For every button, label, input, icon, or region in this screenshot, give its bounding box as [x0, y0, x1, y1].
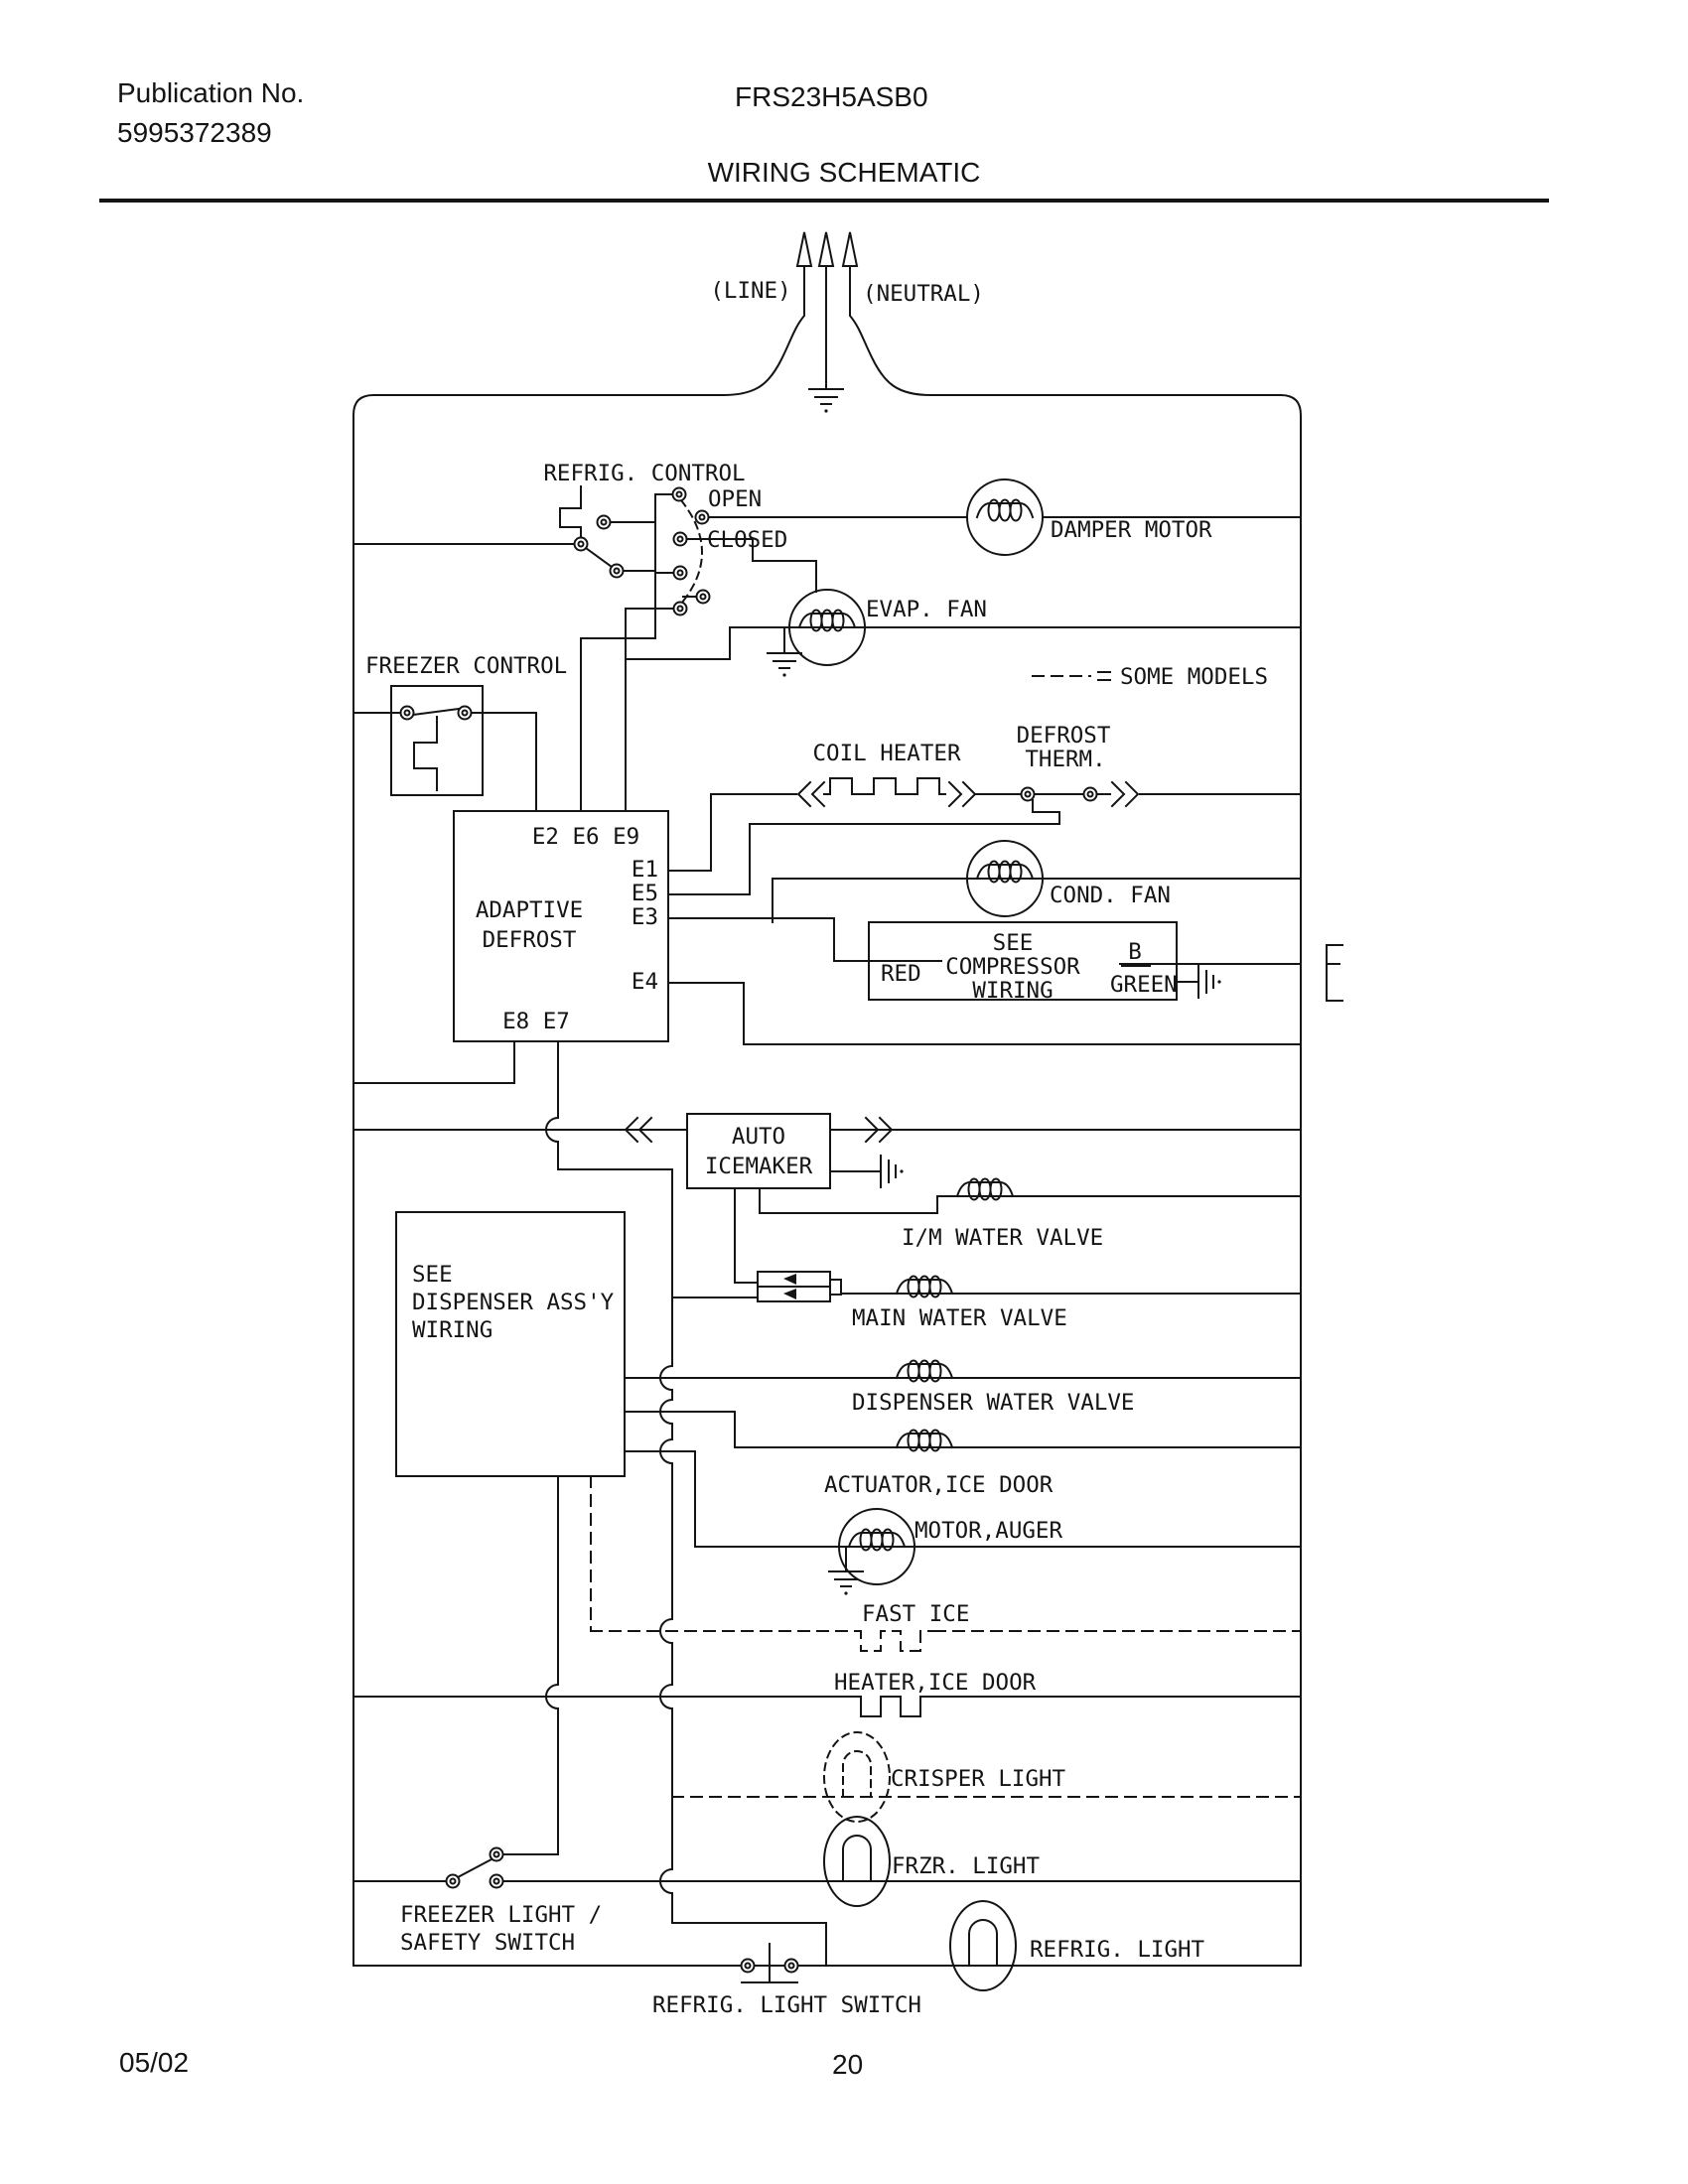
- freezer-light-safety-switch: [353, 1476, 1301, 1888]
- refrig-light-symbol: [950, 1901, 1016, 1990]
- ground-icon: [1198, 966, 1221, 998]
- footer-page-number: 20: [832, 2049, 864, 2080]
- label-freezer-light-1: FREEZER LIGHT /: [400, 1902, 603, 1928]
- ground-arrow-icon: [819, 232, 833, 266]
- diode-pack: [672, 1272, 841, 1301]
- label-dispenser-see: SEE: [412, 1262, 453, 1288]
- label-cond-fan: COND. FAN: [1050, 883, 1171, 908]
- legend-dash-sample: [1033, 672, 1110, 680]
- lamp-icon: [824, 1732, 890, 1822]
- connector-icon: [798, 782, 824, 806]
- label-pin-e1: E1: [631, 857, 658, 883]
- lamp-icon: [824, 1817, 890, 1906]
- label-compressor-see: SEE: [992, 930, 1034, 956]
- label-pins-bottom: E8 E7: [502, 1009, 570, 1034]
- model-number: FRS23H5ASB0: [735, 81, 928, 112]
- diode-icon: [783, 1274, 796, 1285]
- label-coil-heater: COIL HEATER: [812, 741, 961, 766]
- neutral-arrow-icon: [843, 232, 857, 266]
- label-refrig-control: REFRIG. CONTROL: [543, 461, 746, 486]
- label-freezer-light-2: SAFETY SWITCH: [400, 1930, 576, 1956]
- label-neutral: (NEUTRAL): [863, 281, 984, 307]
- im-water-valve-symbol: [937, 1179, 1301, 1200]
- label-line: (LINE): [710, 278, 791, 304]
- label-open: OPEN: [708, 486, 763, 512]
- motor-icon: [967, 479, 1043, 555]
- frzr-light-symbol: [824, 1817, 890, 1906]
- defrost-thermostat-symbol: [1022, 782, 1302, 824]
- publication-label: Publication No.: [117, 77, 305, 108]
- dispenser-assy-box: [396, 1212, 625, 1476]
- label-compressor-wiring: WIRING: [972, 978, 1054, 1004]
- connector-icon: [949, 782, 975, 806]
- freezer-control-switch: [353, 686, 536, 811]
- label-defrost-therm-2: THERM.: [1025, 747, 1106, 772]
- label-refrig-light-sw: REFRIG. LIGHT SWITCH: [652, 1992, 921, 2018]
- ground-icon: [881, 1156, 904, 1187]
- label-pin-e5: E5: [631, 881, 658, 906]
- heater-ice-door-symbol: [353, 1697, 1301, 1716]
- footer-date: 05/02: [119, 2047, 190, 2078]
- actuator-ice-door-symbol: [625, 1412, 1301, 1451]
- label-refrig-light: REFRIG. LIGHT: [1030, 1937, 1205, 1963]
- label-main-water-valve: MAIN WATER VALVE: [852, 1305, 1067, 1331]
- label-actuator-ice-door: ACTUATOR,ICE DOOR: [824, 1472, 1054, 1498]
- lamp-icon: [950, 1901, 1016, 1990]
- connector-icon: [1112, 782, 1138, 806]
- dispenser-water-valve-symbol: [625, 1361, 1301, 1382]
- label-icemaker: ICEMAKER: [704, 1154, 813, 1179]
- label-dispenser-wiring: WIRING: [412, 1317, 493, 1343]
- label-pin-e3: E3: [631, 904, 658, 930]
- ground-icon: [809, 389, 843, 413]
- label-freezer-control: FREEZER CONTROL: [365, 653, 568, 679]
- label-im-water-valve: I/M WATER VALVE: [902, 1225, 1104, 1251]
- schematic-labels: [365, 278, 1268, 2018]
- label-frzr-light: FRZR. LIGHT: [892, 1853, 1041, 1879]
- label-pin-e4: E4: [631, 969, 658, 995]
- ground-icon: [829, 1571, 863, 1595]
- adaptive-defrost-board: [353, 794, 1301, 1966]
- page-title: WIRING SCHEMATIC: [707, 157, 981, 188]
- label-pins-top: E2 E6 E9: [531, 824, 640, 850]
- label-defrost-box: DEFROST: [482, 927, 577, 953]
- cond-fan-symbol: [773, 841, 1301, 922]
- power-entry: [724, 232, 930, 413]
- label-crisper-light: CRISPER LIGHT: [891, 1766, 1066, 1792]
- main-water-valve-symbol: [841, 1277, 1301, 1297]
- auto-icemaker-box: [353, 1114, 1301, 1283]
- coil-heater-symbol: [798, 778, 1022, 806]
- label-green: GREEN: [1110, 972, 1178, 998]
- label-motor-auger: MOTOR,AUGER: [914, 1518, 1063, 1544]
- label-disp-water-valve: DISPENSER WATER VALVE: [852, 1390, 1135, 1416]
- label-defrost-therm-1: DEFROST: [1016, 723, 1111, 749]
- label-red: RED: [881, 961, 921, 987]
- label-adaptive: ADAPTIVE: [475, 897, 584, 923]
- line-arrow-icon: [797, 232, 811, 266]
- label-evap-fan: EVAP. FAN: [866, 597, 987, 622]
- label-closed: CLOSED: [707, 527, 788, 553]
- label-fast-ice: FAST ICE: [862, 1601, 970, 1627]
- label-damper-motor: DAMPER MOTOR: [1051, 517, 1212, 543]
- connector-bracket-icon: [1327, 945, 1342, 1001]
- label-dispenser-assy: DISPENSER ASS'Y: [412, 1290, 615, 1315]
- label-heater-ice-door: HEATER,ICE DOOR: [834, 1670, 1037, 1696]
- publication-number: 5995372389: [117, 117, 272, 148]
- label-b: B: [1128, 939, 1142, 965]
- label-some-models: SOME MODELS: [1120, 664, 1269, 690]
- diode-icon: [783, 1289, 796, 1299]
- ground-icon: [768, 653, 801, 677]
- refrig-light-switch: [742, 1944, 798, 1982]
- label-compressor: COMPRESSOR: [945, 954, 1080, 980]
- label-auto: AUTO: [731, 1124, 786, 1150]
